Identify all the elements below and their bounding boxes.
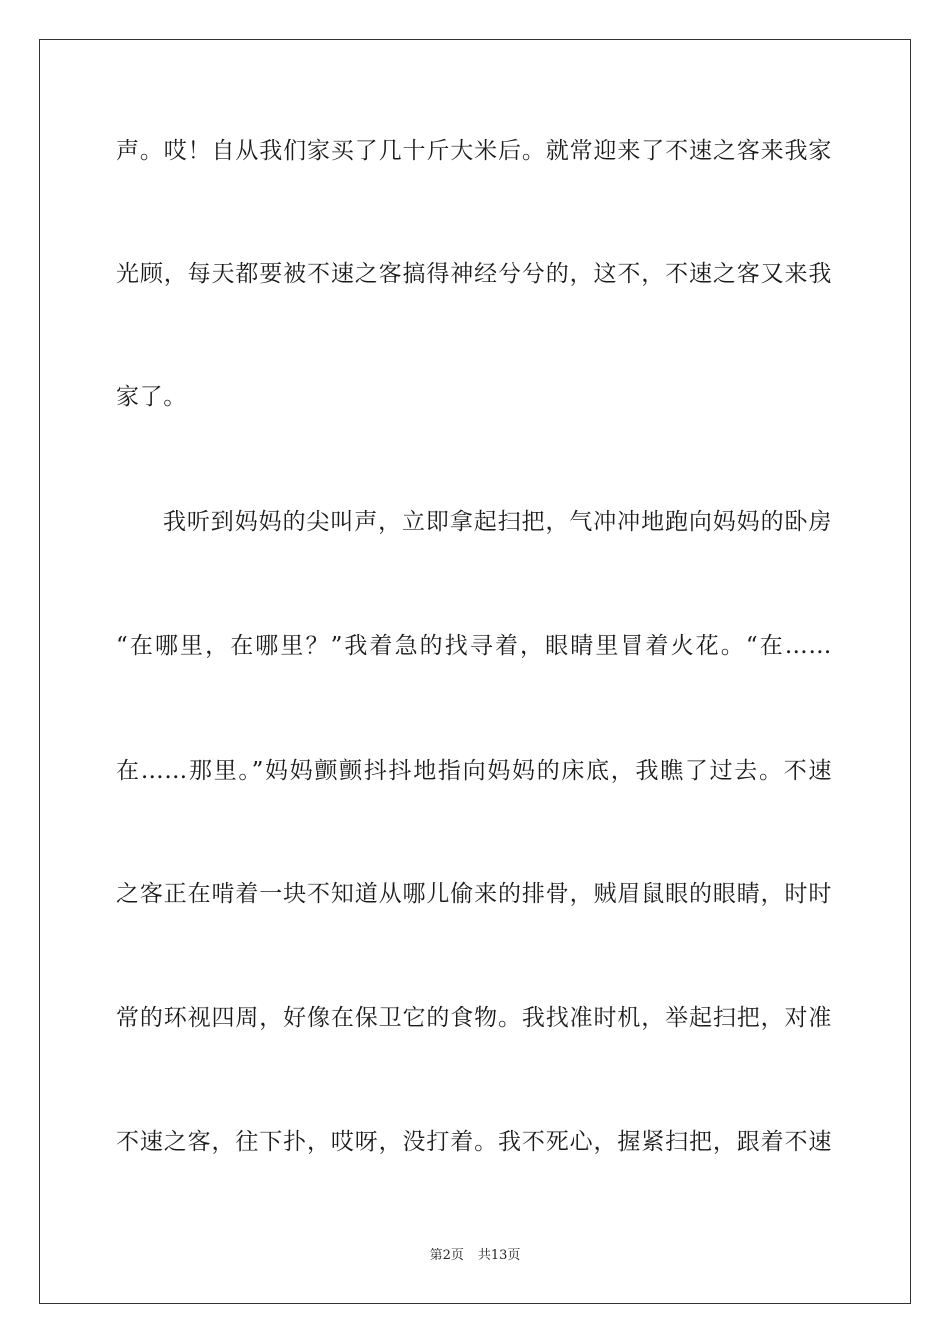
- page-border: [39, 39, 911, 1304]
- text-line-7: 之客正在啃着一块不知道从哪儿偷来的排骨，贼眉鼠眼的眼睛，时时: [116, 881, 832, 907]
- text-line-4: 我听到妈妈的尖叫声，立即拿起扫把，气冲冲地跑向妈妈的卧房: [163, 509, 832, 535]
- page-footer: [0, 1248, 950, 1264]
- text-line-8: 常的环视四周，好像在保卫它的食物。我找准时机，举起扫把，对准: [116, 1005, 832, 1031]
- text-line-2: 光顾，每天都要被不速之客搞得神经兮兮的，这不，不速之客又来我: [116, 261, 832, 287]
- text-line-1: 声。哎！自从我们家买了几十斤大米后。就常迎来了不速之客来我家: [116, 138, 832, 164]
- page-number: 第2页: [429, 1248, 464, 1263]
- text-line-3: 家了。: [116, 384, 187, 410]
- total-pages: 共13页: [477, 1248, 521, 1263]
- text-line-6: 在……那里。”妈妈颤颤抖抖地指向妈妈的床底，我瞧了过去。不速: [116, 758, 832, 784]
- text-line-5: “在哪里，在哪里？”我着急的找寻着，眼睛里冒着火花。“在……: [116, 633, 832, 659]
- text-line-9: 不速之客，往下扑，哎呀，没打着。我不死心，握紧扫把，跟着不速: [116, 1129, 832, 1155]
